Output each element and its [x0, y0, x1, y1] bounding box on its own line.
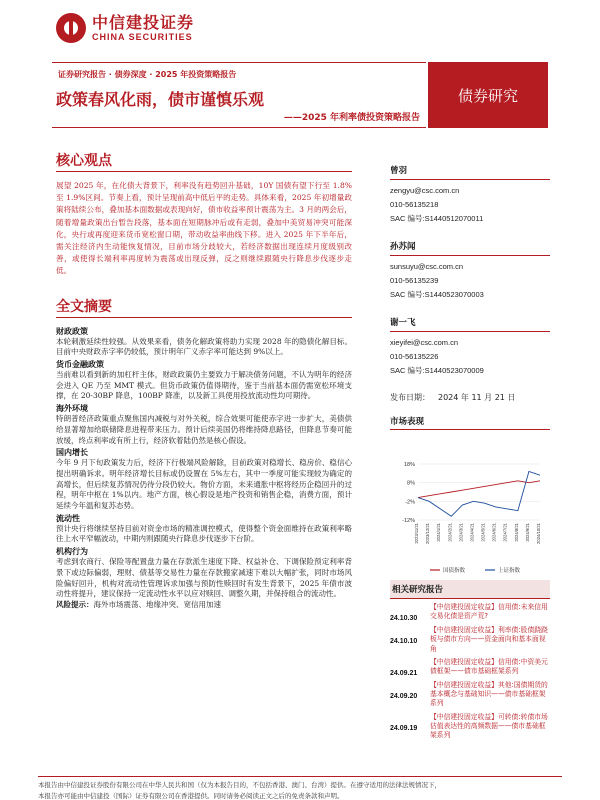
analyst-name: 曾羽: [390, 164, 550, 180]
y-tick-label: -12%: [402, 518, 415, 524]
x-tick-label: 2024/3/21: [458, 523, 464, 542]
company-logo: [56, 8, 194, 48]
risk-text: 海外市场震荡、地缘冲突、宽信用加速: [93, 599, 221, 609]
list-item[interactable]: [390, 658, 550, 677]
logo-icon: [56, 13, 86, 43]
report-header: [52, 62, 426, 128]
report-date: 24.09.21: [390, 669, 418, 677]
x-tick-label: 2024/8/21: [513, 523, 519, 542]
analyst-card: [390, 316, 550, 378]
y-tick-label: 8%: [407, 480, 415, 487]
section-text-overseas: 特朗普经济政策重点聚焦国内减税与对外关税，综合效果可能使赤字进一步扩大，美债供给显著增加给联储降息进程带来压力。预计后续美国仍将维持降息路径，但降息节奏可能放缓，终点利率或有所上行，经济软着陆仍然是核心假设。: [56, 414, 352, 445]
x-tick-label: 2023/11/21: [414, 523, 419, 544]
section-heading-liquidity: 流动性: [56, 513, 80, 523]
full-summary-body: [56, 326, 352, 611]
analyst-sac: SAC 编号:S1440523070009: [390, 366, 484, 375]
page-subtitle: ——2025 年利率债投资策略报告: [283, 113, 420, 123]
list-item[interactable]: [390, 681, 550, 709]
section-heading-overseas: 海外环境: [56, 404, 88, 414]
list-item[interactable]: [390, 713, 550, 741]
disclaimer-line-1: 本报告由中信建投证券股份有限公司在中华人民共和国（仅为本报告目的，不包括香港、澳门、台湾）提供。在遵守适用的法律法规情况下，: [38, 781, 441, 789]
section-heading-growth: 国内增长: [56, 448, 88, 458]
y-tick-label: -2%: [405, 499, 415, 506]
breadcrumb: 证券研究报告 · 债券深度 · 2025 年投资策略报告: [58, 70, 237, 79]
analyst-phone: 010-56135226: [390, 352, 439, 361]
section-text-growth: 今年 9 月下旬政策发力后，经济下行极端风险解除，目前政策对稳增长、稳房价、稳信心提出明确诉求。明年经济增长目标或仍设置在 5%左右，其中一季度可能实现较为确定的高增长，但后续复苏情况仍待分段仍较大。物价方面，未来通胀中枢将经历企稳回升的过程，明年中枢在 1%以内。地产方面，核心假设是地产投资和销售企稳，消费方面，预计延续今年温和复苏态势。: [56, 458, 352, 511]
analyst-phone: 010-56135218: [390, 200, 439, 209]
core-view-title: 核心观点: [56, 150, 352, 172]
analyst-name: 孙苏闻: [390, 240, 550, 256]
analyst-email[interactable]: xieyifei@csc.com.cn: [390, 338, 459, 347]
report-link[interactable]: 【中信建投固定收益】信用债:中资美元债框架——债市基础框架系列: [430, 657, 548, 676]
logo-cn-text: 中信建投证券: [92, 12, 195, 32]
risk-label: 风险提示：: [56, 599, 94, 609]
analyst-email[interactable]: zengyu@csc.com.cn: [390, 186, 460, 195]
x-tick-label: 2024/7/21: [502, 523, 508, 542]
analyst-card: [390, 164, 550, 226]
x-tick-label: 2024/2/21: [447, 523, 453, 542]
x-tick-label: 2024/6/21: [491, 523, 497, 542]
report-link[interactable]: 【中信建投固定收益】其他:国债期货的基本概念与基础知识——债市基础框架系列: [430, 680, 548, 708]
analyst-phone: 010-56135239: [390, 276, 439, 285]
risk-warning: [56, 600, 352, 611]
publish-date: [390, 392, 550, 403]
section-text-fiscal: 本轮刺激延续性较强。从效果来看，债务化解政策将助力实现 2028 年的隐债化解目标。目前中央财政赤字率仍较低，预计明年广义赤字率可能达到 9%以上。: [56, 336, 352, 357]
market-performance-title: 市场表现: [390, 415, 550, 430]
section-text-institutions: 考虑到农商行、保险等配置盘力量在存款派生速度下降、权益补仓、下调保险预定利率背景下或边际偏弱，理财、债基等交易性力量在存款搬家减速下难以大幅扩张，同时市场风险偏好回升，机构对流动性管理诉求加强与预防性赎回时有发生背景下，2025 年债市波动性将提升，建议保持一定流动性水平以应对赎回、调整久期，并保持组合的流动性。: [56, 557, 352, 599]
report-link[interactable]: 【中信建投固定收益】可转债:转债市场估值表达性的高频数据——债市基础框架系列: [430, 712, 548, 740]
list-item[interactable]: [390, 626, 550, 654]
y-tick-label: 18%: [403, 462, 415, 468]
series-line: [418, 481, 540, 498]
report-date: 24.10.10: [390, 638, 418, 645]
list-item[interactable]: [390, 603, 550, 622]
logo-en-text: CHINA SECURITIES: [92, 31, 193, 42]
analyst-sac: SAC 编号:S1440512070011: [390, 214, 484, 223]
sidebar: [390, 164, 550, 430]
analyst-card: [390, 240, 550, 302]
related-reports: [390, 580, 550, 745]
legend-label: 国债指数: [443, 568, 466, 574]
section-text-liquidity: 预计央行将继续坚持目前对资金市场的精准调控模式，使得整个资金面维持在政策利率略往上水平窄幅波动，中期内则跟随央行降息步伐逐步下台阶。: [56, 523, 352, 544]
publish-date-label: 发布日期：: [390, 393, 430, 402]
page-title: 政策春风化雨，债市谨慎乐观: [56, 90, 265, 109]
series-line: [418, 471, 540, 516]
analyst-sac: SAC 编号:S1440523070003: [390, 290, 484, 299]
category-banner: 债券研究: [428, 62, 548, 128]
market-performance-chart: [390, 458, 550, 578]
disclaimer-line-2: 本报告亦可能由中信建投（国际）证券有限公司在香港提供。同时请务必阅读正文之后的免责条款和声明。: [38, 792, 344, 800]
section-heading-monetary: 货币金融政策: [56, 360, 104, 370]
x-tick-label: 2024/10/21: [536, 523, 541, 544]
x-tick-label: 2024/9/21: [524, 523, 530, 542]
section-text-monetary: 当前难以看到新的加杠杆主体，财政政策仍主要致力于解决债务问题，不认为明年的经济会进入 QE 乃至 MMT 模式。但货币政策仍值得期待，鉴于当前基本面仍需宽松环境支撑，在 20-30BP 降息，100BP 降准，以及新工具使用投放流动性均可期待。: [56, 370, 352, 401]
x-tick-label: 2024/4/21: [469, 523, 475, 542]
legend-label: 上证指数: [498, 568, 521, 574]
x-tick-label: 2024/1/21: [436, 523, 442, 542]
publish-date-value: 2024 年 11 月 21 日: [438, 393, 516, 402]
analyst-name: 谢一飞: [390, 316, 550, 332]
x-tick-label: 2024/5/21: [480, 523, 486, 542]
main-column: [56, 150, 352, 611]
disclaimer-footer: [38, 776, 562, 800]
x-tick-label: 2023/12/21: [425, 523, 431, 544]
full-summary-title: 全文摘要: [56, 296, 352, 318]
analyst-email[interactable]: sunsuyu@csc.com.cn: [390, 262, 464, 271]
report-link[interactable]: 【中信建投固定收益】利率债:股债跷跷板与债市方向——资金面向和基本面视角: [430, 626, 548, 653]
report-link[interactable]: 【中信建投固定收益】信用债:未来信用交易化债是资产荒?: [430, 603, 548, 621]
core-view-text: 展望 2025 年，在化债大背景下，利率没有趋势回升基础，10Y 国债有望下行至 1.8%至 1.9%区间。节奏上看，预计呈现前高中低后平的走势。具体来看，2025 年初增量政策将陆续公布，叠加基本面数据或表现向好，债市收益率预计震荡为主。3 月的两会后，随着增量政策出台暂告段落，基本面在短期脉冲后或有走弱，叠加中美贸易冲突可能深化，央行或再度迎来货币宽松窗口期，带动收益率曲线下移。进入 2025 年下半年后，需关注经济内生动能恢复情况，目前市场分歧较大，若经济数据出现连续月度级别改善，或使得长端利率再度转为震荡或出现反弹，反之则继续跟随央行降息步伐逐步走低。: [56, 181, 352, 276]
related-reports-title: 相关研究报告: [390, 580, 550, 599]
section-heading-fiscal: 财政政策: [56, 326, 88, 336]
report-date: 24.10.30: [390, 615, 418, 622]
report-date: 24.09.19: [390, 724, 418, 732]
report-date: 24.09.20: [390, 692, 418, 700]
section-heading-institutions: 机构行为: [56, 547, 88, 557]
